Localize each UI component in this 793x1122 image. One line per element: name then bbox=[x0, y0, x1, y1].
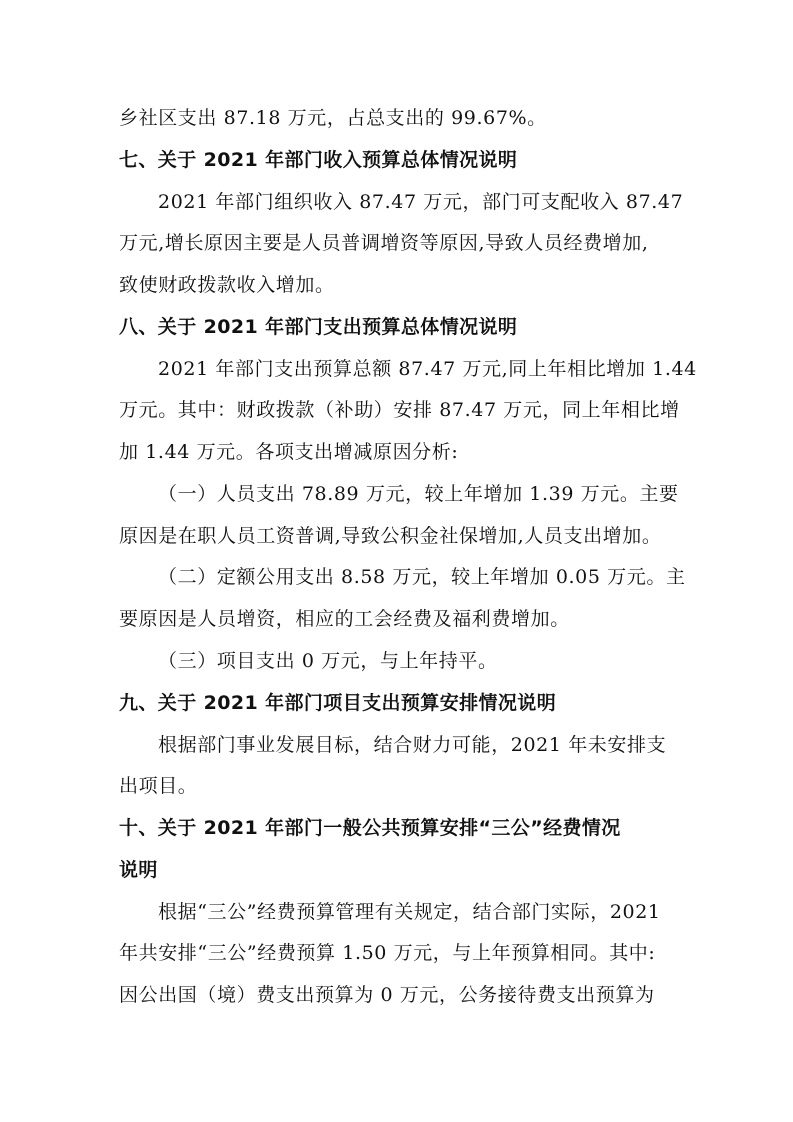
section-7-line-1: 2021 年部门组织收入 87.47 万元，部门可支配收入 87.47 bbox=[158, 191, 684, 213]
section-8-line-3: 加 1.44 万元。各项支出增减原因分析: bbox=[119, 441, 459, 463]
section-9-heading: 九、关于 2021 年部门项目支出预算安排情况说明 bbox=[119, 692, 557, 714]
section-8-line-2: 万元。其中：财政拨款（补助）安排 87.47 万元，同上年相比增 bbox=[119, 399, 680, 421]
section-8-item-1-line-2: 原因是在职人员工资普调,导致公积金社保增加,人员支出增加。 bbox=[119, 525, 662, 547]
section-8-item-1-line-1: （一）人员支出 78.89 万元，较上年增加 1.39 万元。主要 bbox=[158, 483, 679, 505]
section-8-item-2-line-2: 要原因是人员增资，相应的工会经费及福利费增加。 bbox=[119, 608, 570, 630]
section-7-line-3: 致使财政拨款收入增加。 bbox=[119, 274, 335, 296]
section-10-heading-line-2: 说明 bbox=[119, 859, 158, 881]
section-9-line-2: 出项目。 bbox=[119, 775, 198, 797]
section-8-item-3-line-1: （三）项目支出 0 万元，与上年持平。 bbox=[158, 650, 498, 672]
section-8-line-1: 2021 年部门支出预算总额 87.47 万元,同上年相比增加 1.44 bbox=[158, 358, 697, 380]
section-9-line-1: 根据部门事业发展目标，结合财力可能，2021 年未安排支 bbox=[158, 734, 667, 756]
section-10-line-2: 年共安排“三公”经费预算 1.50 万元，与上年预算相同。其中: bbox=[119, 942, 656, 964]
section-7-heading: 七、关于 2021 年部门收入预算总体情况说明 bbox=[119, 149, 518, 171]
section-8-item-2-line-1: （二）定额公用支出 8.58 万元，较上年增加 0.05 万元。主 bbox=[158, 566, 686, 588]
section-10-line-3: 因公出国（境）费支出预算为 0 万元，公务接待费支出预算为 bbox=[119, 984, 655, 1006]
section-7-line-2: 万元,增长原因主要是人员普调增资等原因,导致人员经费增加, bbox=[119, 232, 649, 254]
paragraph-continuation: 乡社区支出 87.18 万元，占总支出的 99.67%。 bbox=[119, 107, 547, 129]
section-10-line-1: 根据“三公”经费预算管理有关规定，结合部门实际，2021 bbox=[158, 901, 661, 923]
section-10-heading-line-1: 十、关于 2021 年部门一般公共预算安排“三公”经费情况 bbox=[119, 817, 621, 839]
section-8-heading: 八、关于 2021 年部门支出预算总体情况说明 bbox=[119, 316, 518, 338]
